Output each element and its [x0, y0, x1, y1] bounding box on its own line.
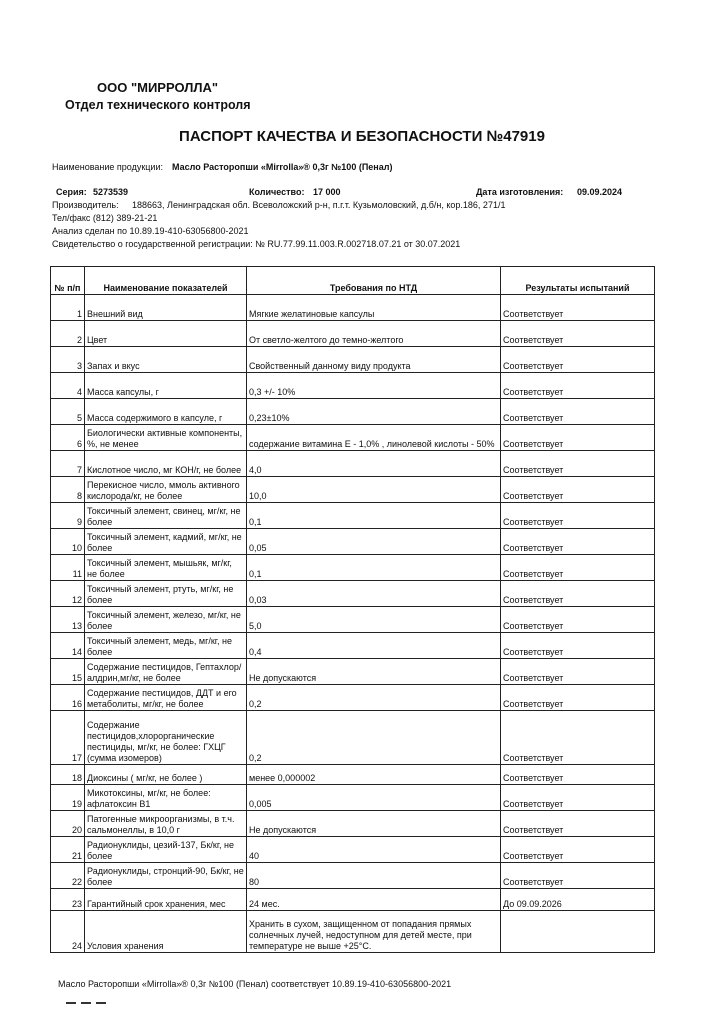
indicator-name: Содержание пестицидов,хлорорганические пестициды, мг/кг, не более: ГХЦГ (сумма изомеров)	[85, 711, 247, 765]
indicator-name: Токсичный элемент, железо, мг/кг, не более	[85, 607, 247, 633]
table-row	[51, 711, 655, 765]
requirement: 0,03	[247, 581, 501, 607]
producer-label: Производитель:	[52, 200, 119, 210]
footer-dash	[66, 1002, 76, 1004]
certificate-note: Свидетельство о государственной регистрации: № RU.77.99.11.003.R.002718.07.21 от 30.07.2021	[52, 239, 461, 249]
indicator-name: Биологически активные компоненты, %, не менее	[85, 425, 247, 451]
result: Соответствует	[501, 555, 655, 581]
indicator-name: Токсичный элемент, свинец, мг/кг, не более	[85, 503, 247, 529]
table-row	[51, 503, 655, 529]
row-number: 22	[51, 863, 85, 889]
table-row	[51, 911, 655, 953]
result: Соответствует	[501, 295, 655, 321]
indicator-name: Радионуклиды, стронций-90, Бк/кг, не более	[85, 863, 247, 889]
table-row	[51, 399, 655, 425]
producer-value: 188663, Ленинградская обл. Всеволожский р-н, п.г.т. Кузьмоловский, д.б/н, кор.186, 271/1	[132, 200, 506, 210]
requirement: 24 мес.	[247, 889, 501, 911]
result: Соответствует	[501, 863, 655, 889]
table-row	[51, 863, 655, 889]
row-number: 15	[51, 659, 85, 685]
indicator-name: Условия хранения	[85, 911, 247, 953]
indicator-name: Гарантийный срок хранения, мес	[85, 889, 247, 911]
result: Соответствует	[501, 477, 655, 503]
phone: Тел/факс (812) 389-21-21	[52, 213, 158, 223]
result: Соответствует	[501, 503, 655, 529]
requirement: 4,0	[247, 451, 501, 477]
conformity-statement: Масло Расторопши «Mirrolla»® 0,3г №100 (Пенал) соответствует 10.89.19-410-63056800-2021	[58, 979, 452, 989]
indicator-name: Токсичный элемент, ртуть, мг/кг, не более	[85, 581, 247, 607]
requirement: Свойственный данному виду продукта	[247, 347, 501, 373]
indicator-name: Запах и вкус	[85, 347, 247, 373]
row-number: 2	[51, 321, 85, 347]
department-name: Отдел технического контроля	[65, 98, 251, 112]
row-number: 3	[51, 347, 85, 373]
table-row	[51, 685, 655, 711]
result: До 09.09.2026	[501, 889, 655, 911]
quantity-label: Количество:	[249, 187, 305, 197]
result: Соответствует	[501, 321, 655, 347]
table-row	[51, 581, 655, 607]
product-value: Масло Расторопши «Mirrolla»® 0,3г №100 (Пенал)	[172, 162, 393, 172]
indicator-name: Содержание пестицидов, Гептахлор/ алдрин,мг/кг, не более	[85, 659, 247, 685]
table-row	[51, 765, 655, 785]
table-row	[51, 837, 655, 863]
requirement: 10,0	[247, 477, 501, 503]
table-row	[51, 347, 655, 373]
analysis-note: Анализ сделан по 10.89.19-410-63056800-2021	[52, 226, 249, 236]
footer-dash	[96, 1002, 106, 1004]
result: Соответствует	[501, 347, 655, 373]
company-name: ООО "МИРРОЛЛА"	[97, 80, 219, 95]
indicator-name: Микотоксины, мг/кг, не более: афлатоксин В1	[85, 785, 247, 811]
indicator-name: Токсичный элемент, мышьяк, мг/кг, не более	[85, 555, 247, 581]
indicator-name: Патогенные микроорганизмы, в т.ч. сальмонеллы, в 10,0 г	[85, 811, 247, 837]
result: Соответствует	[501, 659, 655, 685]
footer-dash	[81, 1002, 91, 1004]
row-number: 5	[51, 399, 85, 425]
date-label: Дата изготовления:	[476, 187, 564, 197]
row-number: 14	[51, 633, 85, 659]
table-row	[51, 425, 655, 451]
result: Соответствует	[501, 607, 655, 633]
result: Соответствует	[501, 425, 655, 451]
table-row	[51, 811, 655, 837]
row-number: 12	[51, 581, 85, 607]
requirement: Мягкие желатиновые капсулы	[247, 295, 501, 321]
table-row	[51, 295, 655, 321]
indicator-name: Масса капсулы, г	[85, 373, 247, 399]
row-number: 17	[51, 711, 85, 765]
table-row	[51, 659, 655, 685]
requirement: содержание витамина Е - 1,0% , линолевой кислоты - 50%	[247, 425, 501, 451]
row-number: 11	[51, 555, 85, 581]
table-row	[51, 529, 655, 555]
requirement: От светло-желтого до темно-желтого	[247, 321, 501, 347]
requirement: 0,1	[247, 503, 501, 529]
requirement: 0,4	[247, 633, 501, 659]
requirement: 0,2	[247, 685, 501, 711]
table-row	[51, 477, 655, 503]
table-row	[51, 785, 655, 811]
result: Соответствует	[501, 451, 655, 477]
result: Соответствует	[501, 765, 655, 785]
product-label: Наименование продукции:	[52, 162, 163, 172]
result: Соответствует	[501, 837, 655, 863]
row-number: 23	[51, 889, 85, 911]
result: Соответствует	[501, 581, 655, 607]
indicator-name: Масса содержимого в капсуле, г	[85, 399, 247, 425]
result: Соответствует	[501, 529, 655, 555]
row-number: 19	[51, 785, 85, 811]
requirement: 5,0	[247, 607, 501, 633]
row-number: 7	[51, 451, 85, 477]
header-req: Требования по НТД	[247, 267, 501, 295]
table-row	[51, 373, 655, 399]
result: Соответствует	[501, 399, 655, 425]
result	[501, 911, 655, 953]
row-number: 24	[51, 911, 85, 953]
date-value: 09.09.2024	[577, 187, 623, 197]
table-row	[51, 889, 655, 911]
requirement: Хранить в сухом, защищенном от попадания прямых солнечных лучей, недоступном для детей месте, при температуре не выше +25°С.	[247, 911, 501, 953]
row-number: 21	[51, 837, 85, 863]
indicator-name: Токсичный элемент, кадмий, мг/кг, не более	[85, 529, 247, 555]
table-row	[51, 633, 655, 659]
row-number: 10	[51, 529, 85, 555]
header-name: Наименование показателей	[85, 267, 247, 295]
indicator-name: Перекисное число, ммоль активного кислорода/кг, не более	[85, 477, 247, 503]
result: Соответствует	[501, 785, 655, 811]
result: Соответствует	[501, 633, 655, 659]
header-num: № п/п	[51, 267, 85, 295]
document-title: ПАСПОРТ КАЧЕСТВА И БЕЗОПАСНОСТИ №47919	[179, 128, 545, 145]
indicator-name: Содержание пестицидов, ДДТ и его метаболиты, мг/кг, не более	[85, 685, 247, 711]
quality-table	[50, 266, 655, 953]
requirement: 40	[247, 837, 501, 863]
row-number: 20	[51, 811, 85, 837]
requirement: менее 0,000002	[247, 765, 501, 785]
row-number: 1	[51, 295, 85, 321]
row-number: 6	[51, 425, 85, 451]
result: Соответствует	[501, 811, 655, 837]
requirement: 80	[247, 863, 501, 889]
requirement: 0,2	[247, 711, 501, 765]
row-number: 13	[51, 607, 85, 633]
table-row	[51, 321, 655, 347]
indicator-name: Цвет	[85, 321, 247, 347]
quantity-value: 17 000	[313, 187, 341, 197]
requirement: 0,23±10%	[247, 399, 501, 425]
indicator-name: Токсичный элемент, медь, мг/кг, не более	[85, 633, 247, 659]
result: Соответствует	[501, 373, 655, 399]
requirement: Не допускаются	[247, 659, 501, 685]
series-label: Серия:	[56, 187, 87, 197]
table-row	[51, 451, 655, 477]
indicator-name: Внешний вид	[85, 295, 247, 321]
indicator-name: Диоксины ( мг/кг, не более )	[85, 765, 247, 785]
requirement: Не допускаются	[247, 811, 501, 837]
indicator-name: Радионуклиды, цезий-137, Бк/кг, не более	[85, 837, 247, 863]
series-value: 5273539	[93, 187, 129, 197]
row-number: 4	[51, 373, 85, 399]
result: Соответствует	[501, 711, 655, 765]
row-number: 9	[51, 503, 85, 529]
row-number: 18	[51, 765, 85, 785]
table-row	[51, 555, 655, 581]
requirement: 0,1	[247, 555, 501, 581]
indicator-name: Кислотное число, мг КОН/г, не более	[85, 451, 247, 477]
requirement: 0,3 +/- 10%	[247, 373, 501, 399]
header-res: Результаты испытаний	[501, 267, 655, 295]
requirement: 0,05	[247, 529, 501, 555]
result: Соответствует	[501, 685, 655, 711]
table-row	[51, 607, 655, 633]
requirement: 0,005	[247, 785, 501, 811]
row-number: 16	[51, 685, 85, 711]
row-number: 8	[51, 477, 85, 503]
